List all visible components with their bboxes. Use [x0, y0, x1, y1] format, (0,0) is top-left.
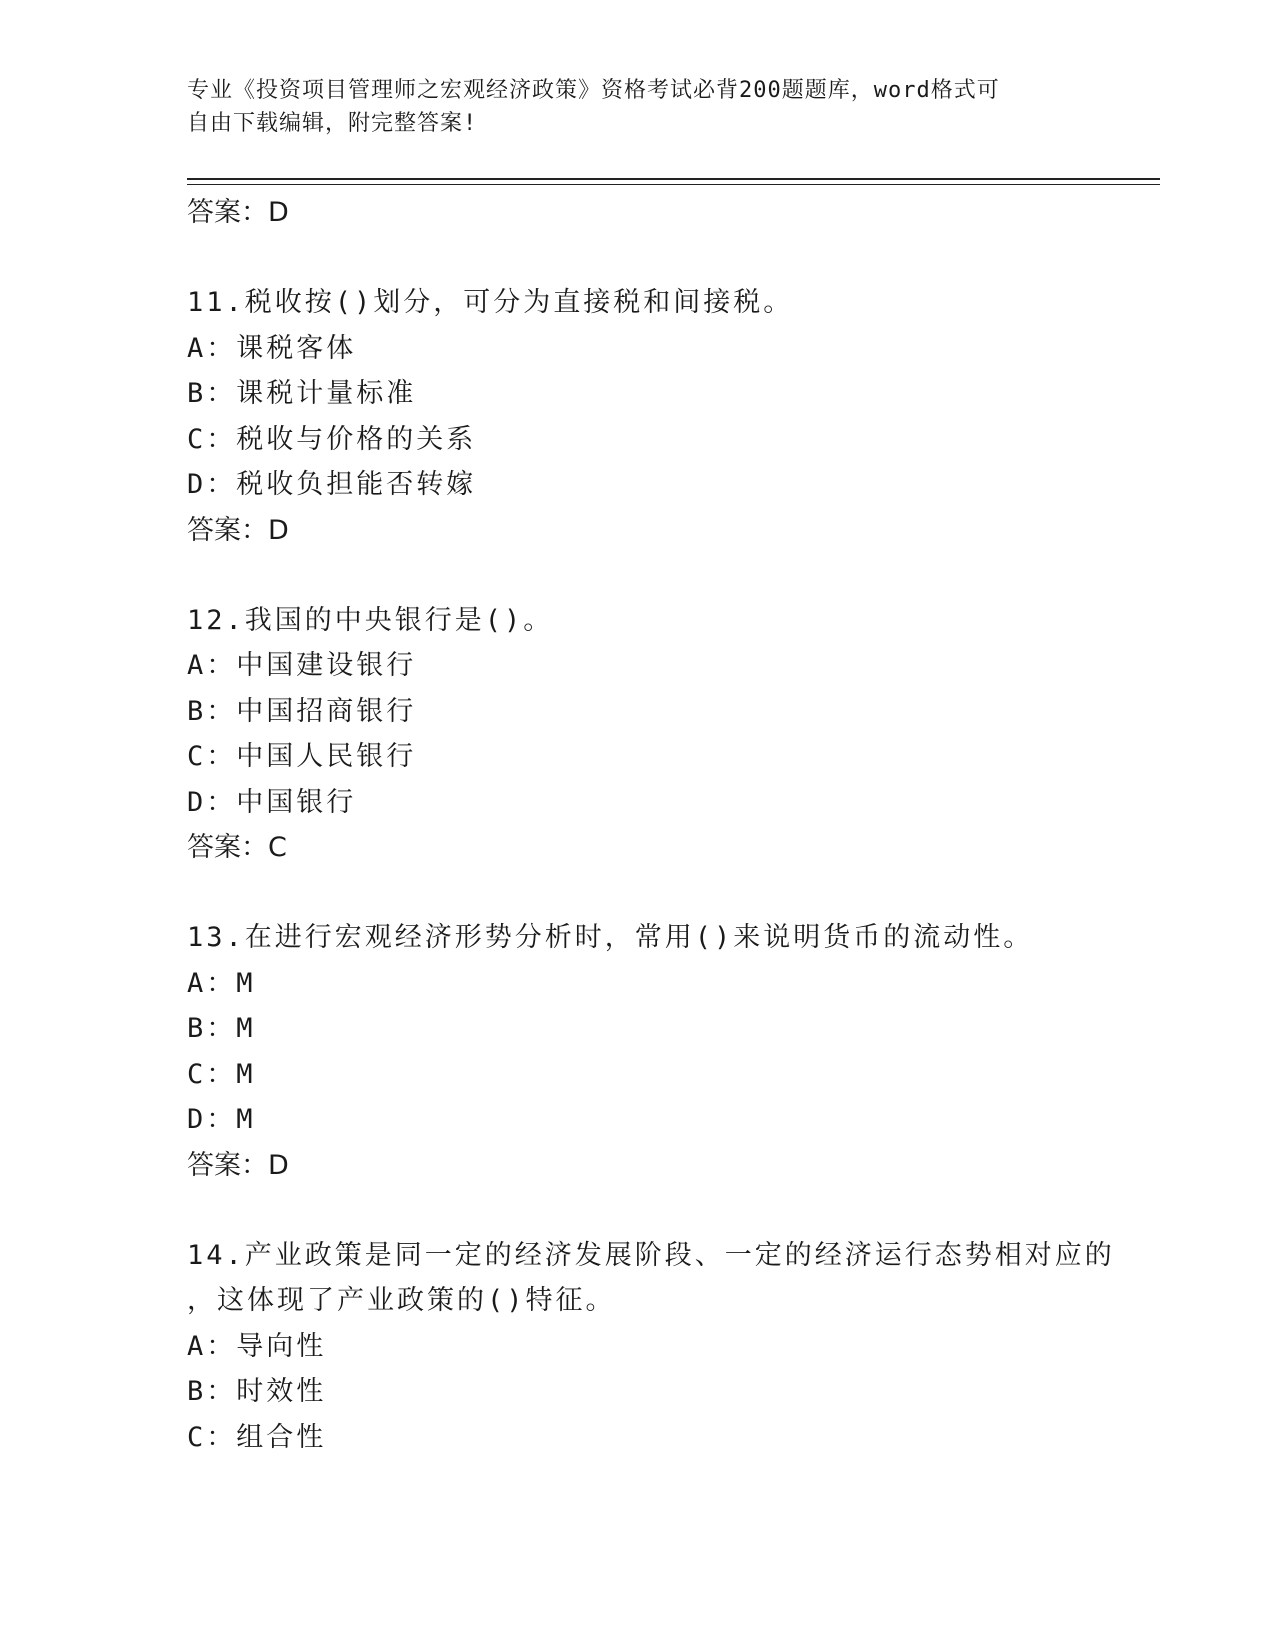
question-block	[187, 915, 1107, 1189]
header-rule-thin	[187, 184, 1160, 185]
option-a: A：课税客体	[187, 332, 357, 364]
option-b: B：课税计量标准	[187, 378, 417, 409]
option-b: B：中国招商银行	[187, 695, 417, 727]
header-line-2: 自由下载编辑，附完整答案!	[187, 111, 478, 136]
question-block	[187, 280, 1107, 554]
header-rule-thick	[187, 178, 1160, 180]
spacer	[187, 554, 1107, 598]
option-c: C：税收与价格的关系	[187, 423, 477, 455]
spacer	[187, 871, 1107, 915]
option-a: A：M	[187, 967, 256, 999]
document-header	[187, 74, 1067, 140]
spacer	[187, 1189, 1107, 1233]
answer-line: 答案：D	[187, 1149, 289, 1181]
option-c: C：组合性	[187, 1421, 327, 1453]
question-text: 11.税收按()划分，可分为直接税和间接税。	[187, 287, 794, 318]
option-b: B：时效性	[187, 1376, 327, 1407]
question-text-continued: ，这体现了产业政策的()特征。	[187, 1285, 616, 1316]
option-a: A：中国建设银行	[187, 650, 417, 681]
answer-line: 答案：C	[187, 832, 287, 863]
option-d: D：M	[187, 1104, 256, 1135]
question-text: 14.产业政策是同一定的经济发展阶段、一定的经济运行态势相对应的	[187, 1239, 1115, 1271]
question-text: 12.我国的中央银行是()。	[187, 604, 554, 636]
option-d: D：中国银行	[187, 786, 357, 818]
answer-line: 答案：D	[187, 514, 289, 546]
option-d: D：税收负担能否转嫁	[187, 469, 477, 500]
answer-line: 答案：D	[187, 197, 289, 228]
header-line-1: 专业《投资项目管理师之宏观经济政策》资格考试必背200题题库，word格式可	[187, 78, 1000, 103]
question-list	[187, 190, 1115, 1460]
option-a: A：导向性	[187, 1330, 327, 1362]
option-c: C：M	[187, 1058, 256, 1090]
option-c: C：中国人民银行	[187, 741, 417, 772]
question-text: 13.在进行宏观经济形势分析时，常用()来说明货币的流动性。	[187, 922, 1034, 953]
question-block	[187, 1233, 1115, 1461]
spacer	[187, 236, 1107, 280]
option-b: B：M	[187, 1013, 256, 1044]
question-block	[187, 598, 1107, 872]
